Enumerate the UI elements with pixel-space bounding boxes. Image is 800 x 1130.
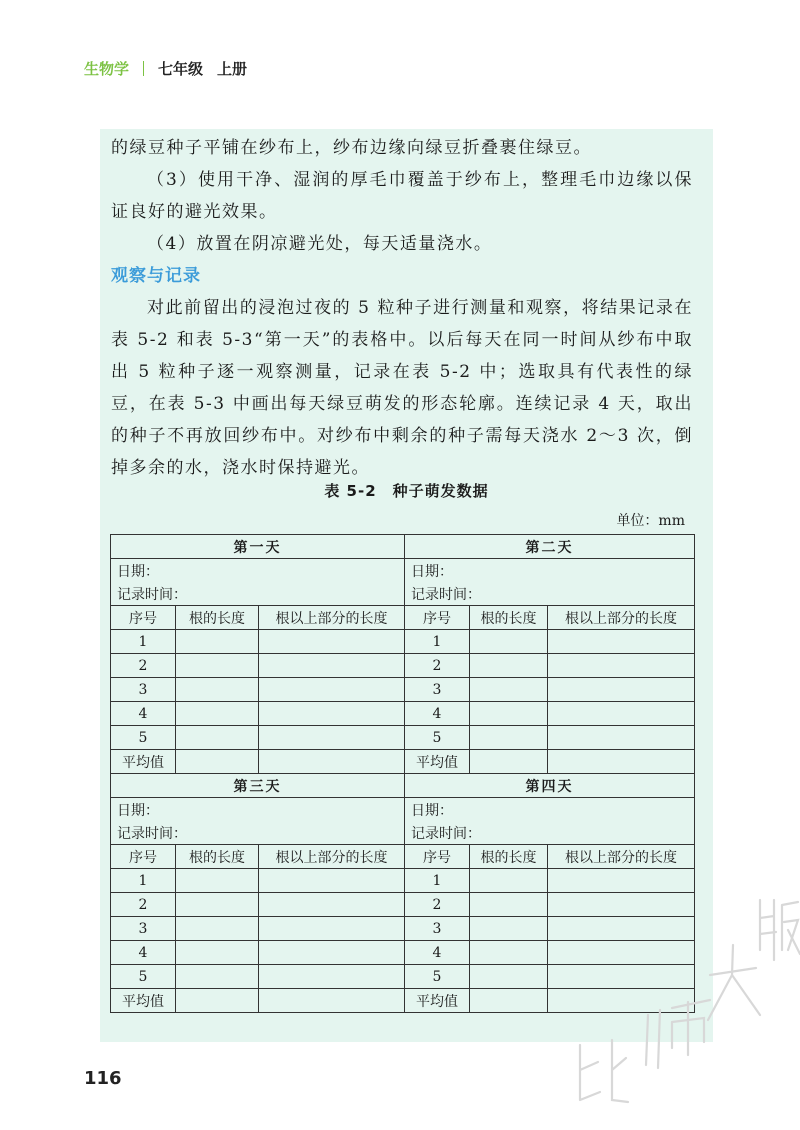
- root-length-cell: [470, 726, 548, 750]
- row-index: 5: [405, 965, 470, 989]
- table-row: [111, 845, 695, 869]
- table-row: [111, 893, 695, 917]
- row-index: 3: [405, 917, 470, 941]
- average-shoot-cell: [259, 989, 405, 1013]
- paragraph-1: 的绿豆种子平铺在纱布上，纱布边缘向绿豆折叠裹住绿豆。: [111, 138, 592, 158]
- table-row: [111, 726, 695, 750]
- average-shoot-cell: [259, 750, 405, 774]
- shoot-length-cell: [548, 630, 695, 654]
- row-index: 3: [405, 678, 470, 702]
- germination-data-table: [110, 534, 695, 1013]
- root-length-cell: [470, 678, 548, 702]
- root-length-cell: [176, 893, 259, 917]
- header-divider: [143, 61, 144, 76]
- root-length-cell: [176, 630, 259, 654]
- average-root-cell: [176, 750, 259, 774]
- row-index: 5: [111, 965, 176, 989]
- row-index: 1: [111, 630, 176, 654]
- page-number: 116: [84, 1068, 122, 1089]
- table-row: [111, 559, 695, 583]
- shoot-length-cell: [259, 654, 405, 678]
- shoot-length-cell: [259, 869, 405, 893]
- column-header-shoot-length: 根以上部分的长度: [548, 845, 695, 869]
- root-length-cell: [176, 965, 259, 989]
- row-index: 5: [111, 726, 176, 750]
- shoot-length-cell: [259, 702, 405, 726]
- root-length-cell: [470, 965, 548, 989]
- volume-label: 上册: [217, 59, 248, 78]
- date-label: 日期：: [405, 559, 695, 583]
- row-index: 4: [111, 702, 176, 726]
- record-time-label: 记录时间：: [405, 582, 695, 606]
- day-heading: 第一天: [111, 535, 405, 559]
- root-length-cell: [470, 654, 548, 678]
- root-length-cell: [470, 869, 548, 893]
- table-row: [111, 606, 695, 630]
- body-text: [111, 132, 693, 484]
- table-row: [111, 702, 695, 726]
- row-index: 2: [111, 654, 176, 678]
- record-time-label: 记录时间：: [111, 582, 405, 606]
- column-header-index: 序号: [405, 606, 470, 630]
- shoot-length-cell: [548, 893, 695, 917]
- record-time-label: 记录时间：: [111, 821, 405, 845]
- row-index: 1: [405, 869, 470, 893]
- shoot-length-cell: [548, 869, 695, 893]
- root-length-cell: [176, 941, 259, 965]
- shoot-length-cell: [548, 917, 695, 941]
- running-header: [84, 56, 247, 80]
- record-time-label: 记录时间：: [405, 821, 695, 845]
- subject-label: 生物学: [84, 59, 130, 78]
- row-index: 1: [111, 869, 176, 893]
- paragraph-observation: 对此前留出的浸泡过夜的 5 粒种子进行测量和观察，将结果记录在表 5-2 和表 5-3“第一天”的表格中。以后每天在同一时间从纱布中取出 5 粒种子逐一观察测量，记录在表 5-2 中；选取具有代表性的绿豆，在表 5-3 中画出每天绿豆萌发的形态轮廓。连续记录 4 天，取出的种子不再放回纱布中。对纱布中剩余的种子需每天浇水 2～3 次，倒掉多余的水，浇水时保持避光。: [111, 298, 693, 478]
- column-header-root-length: 根的长度: [470, 606, 548, 630]
- root-length-cell: [176, 726, 259, 750]
- column-header-root-length: 根的长度: [470, 845, 548, 869]
- table-row: [111, 535, 695, 559]
- row-index: 3: [111, 917, 176, 941]
- column-header-index: 序号: [405, 845, 470, 869]
- table-row: [111, 774, 695, 798]
- table-row: [111, 630, 695, 654]
- day-heading: 第四天: [405, 774, 695, 798]
- shoot-length-cell: [259, 678, 405, 702]
- row-index: 4: [405, 702, 470, 726]
- column-header-index: 序号: [111, 845, 176, 869]
- shoot-length-cell: [548, 726, 695, 750]
- average-shoot-cell: [548, 989, 695, 1013]
- table-row: [111, 917, 695, 941]
- table-row: [111, 750, 695, 774]
- table-row: [111, 582, 695, 606]
- average-root-cell: [176, 989, 259, 1013]
- root-length-cell: [470, 630, 548, 654]
- table-row: [111, 654, 695, 678]
- average-shoot-cell: [548, 750, 695, 774]
- row-index: 2: [405, 654, 470, 678]
- shoot-length-cell: [259, 630, 405, 654]
- average-label: 平均值: [111, 750, 176, 774]
- paragraph-step-3: （3）使用干净、湿润的厚毛巾覆盖于纱布上，整理毛巾边缘以保证良好的避光效果。: [111, 170, 693, 222]
- date-label: 日期：: [111, 559, 405, 583]
- date-label: 日期：: [405, 798, 695, 822]
- average-root-cell: [470, 989, 548, 1013]
- table-row: [111, 941, 695, 965]
- row-index: 2: [111, 893, 176, 917]
- shoot-length-cell: [548, 654, 695, 678]
- row-index: 2: [405, 893, 470, 917]
- shoot-length-cell: [548, 678, 695, 702]
- root-length-cell: [470, 917, 548, 941]
- table-row: [111, 989, 695, 1013]
- shoot-length-cell: [259, 941, 405, 965]
- column-header-shoot-length: 根以上部分的长度: [548, 606, 695, 630]
- table-caption: 表 5-2 种子萌发数据: [324, 482, 489, 500]
- shoot-length-cell: [548, 941, 695, 965]
- root-length-cell: [470, 702, 548, 726]
- shoot-length-cell: [259, 726, 405, 750]
- table-row: [111, 678, 695, 702]
- row-index: 4: [405, 941, 470, 965]
- root-length-cell: [470, 893, 548, 917]
- column-header-index: 序号: [111, 606, 176, 630]
- shoot-length-cell: [259, 965, 405, 989]
- row-index: 5: [405, 726, 470, 750]
- table-row: [111, 798, 695, 822]
- column-header-shoot-length: 根以上部分的长度: [259, 845, 405, 869]
- average-root-cell: [470, 750, 548, 774]
- column-header-root-length: 根的长度: [176, 845, 259, 869]
- root-length-cell: [470, 941, 548, 965]
- root-length-cell: [176, 869, 259, 893]
- row-index: 4: [111, 941, 176, 965]
- root-length-cell: [176, 654, 259, 678]
- grade-label: 七年级: [158, 59, 204, 78]
- root-length-cell: [176, 917, 259, 941]
- average-label: 平均值: [405, 989, 470, 1013]
- shoot-length-cell: [259, 917, 405, 941]
- day-heading: 第二天: [405, 535, 695, 559]
- table-row: [111, 821, 695, 845]
- average-label: 平均值: [405, 750, 470, 774]
- table-unit: 单位：mm: [616, 513, 685, 529]
- row-index: 3: [111, 678, 176, 702]
- paragraph-step-4: （4）放置在阴凉避光处，每天适量浇水。: [147, 234, 493, 254]
- row-index: 1: [405, 630, 470, 654]
- day-heading: 第三天: [111, 774, 405, 798]
- column-header-root-length: 根的长度: [176, 606, 259, 630]
- table-row: [111, 869, 695, 893]
- shoot-length-cell: [548, 965, 695, 989]
- section-title: 观察与记录: [111, 266, 201, 286]
- column-header-shoot-length: 根以上部分的长度: [259, 606, 405, 630]
- table-row: [111, 965, 695, 989]
- shoot-length-cell: [548, 702, 695, 726]
- date-label: 日期：: [111, 798, 405, 822]
- shoot-length-cell: [259, 893, 405, 917]
- average-label: 平均值: [111, 989, 176, 1013]
- root-length-cell: [176, 702, 259, 726]
- root-length-cell: [176, 678, 259, 702]
